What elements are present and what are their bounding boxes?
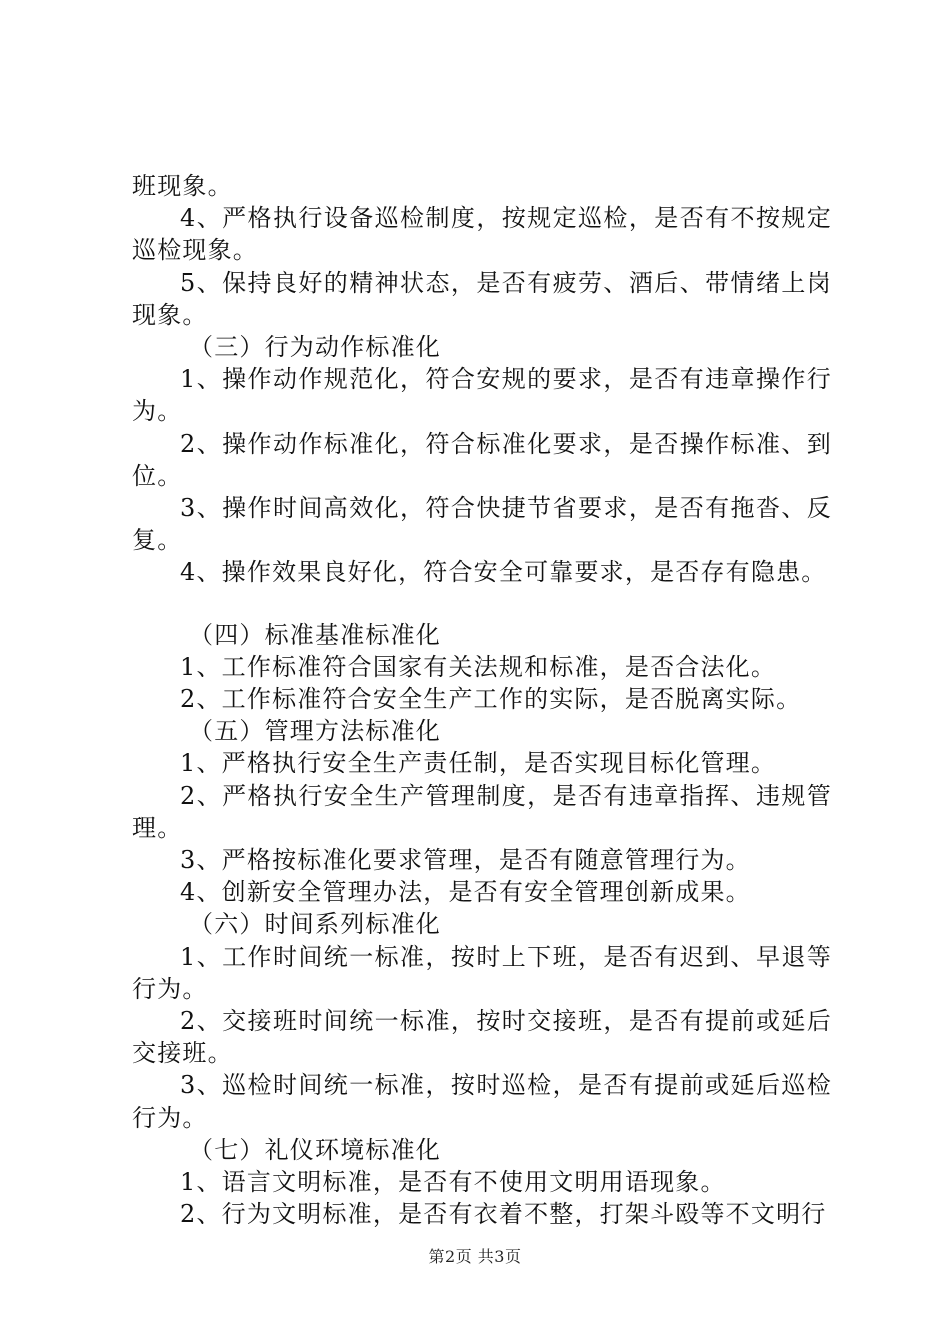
paragraph-item: 1、操作动作规范化，符合安规的要求，是否有违章操作行为。 — [132, 365, 832, 426]
paragraph-item: 1、工作标准符合国家有关法规和标准，是否合法化。 — [180, 652, 777, 681]
section-heading: （五）管理方法标准化 — [189, 717, 441, 746]
paragraph-item: 2、工作标准符合安全生产工作的实际，是否脱离实际。 — [180, 685, 802, 714]
paragraph-item: 2、严格执行安全生产管理制度，是否有违章指挥、违规管理。 — [132, 781, 832, 842]
paragraph-item: 1、工作时间统一标准，按时上下班，是否有迟到、早退等行为。 — [132, 942, 832, 1003]
paragraph-item: 4、严格执行设备巡检制度，按规定巡检，是否有不按规定巡检现象。 — [132, 204, 832, 265]
paragraph-item: 2、操作动作标准化，符合标准化要求，是否操作标准、到位。 — [132, 429, 832, 490]
page-number-footer: 第2页 共3页 — [428, 1247, 522, 1266]
paragraph-item: 4、操作效果良好化，符合安全可靠要求，是否存有隐患。 — [180, 558, 827, 587]
section-heading: （六）时间系列标准化 — [189, 910, 441, 939]
section-heading: （四）标准基准标准化 — [189, 620, 441, 649]
paragraph-item: 1、语言文明标准，是否有不使用文明用语现象。 — [180, 1168, 726, 1197]
paragraph-item: 3、巡检时间统一标准，按时巡检，是否有提前或延后巡检行为。 — [132, 1071, 832, 1132]
paragraph-continuation: 班现象。 — [132, 172, 233, 200]
paragraph-item: 4、创新安全管理办法，是否有安全管理创新成果。 — [180, 878, 751, 907]
section-heading: （七）礼仪环境标准化 — [189, 1135, 441, 1164]
paragraph-item: 1、严格执行安全生产责任制，是否实现目标化管理。 — [180, 749, 777, 778]
paragraph-item: 3、严格按标准化要求管理，是否有随意管理行为。 — [180, 846, 751, 875]
section-heading: （三）行为动作标准化 — [189, 333, 441, 362]
paragraph-item: 3、操作时间高效化，符合快捷节省要求，是否有拖沓、反复。 — [132, 494, 832, 555]
paragraph-item: 5、保持良好的精神状态，是否有疲劳、酒后、带情绪上岗现象。 — [132, 268, 832, 329]
document-body — [132, 170, 832, 1231]
paragraph-item: 2、交接班时间统一标准，按时交接班，是否有提前或延后交接班。 — [132, 1007, 832, 1068]
paragraph-item: 2、行为文明标准，是否有衣着不整，打架斗殴等不文明行 — [180, 1200, 827, 1229]
